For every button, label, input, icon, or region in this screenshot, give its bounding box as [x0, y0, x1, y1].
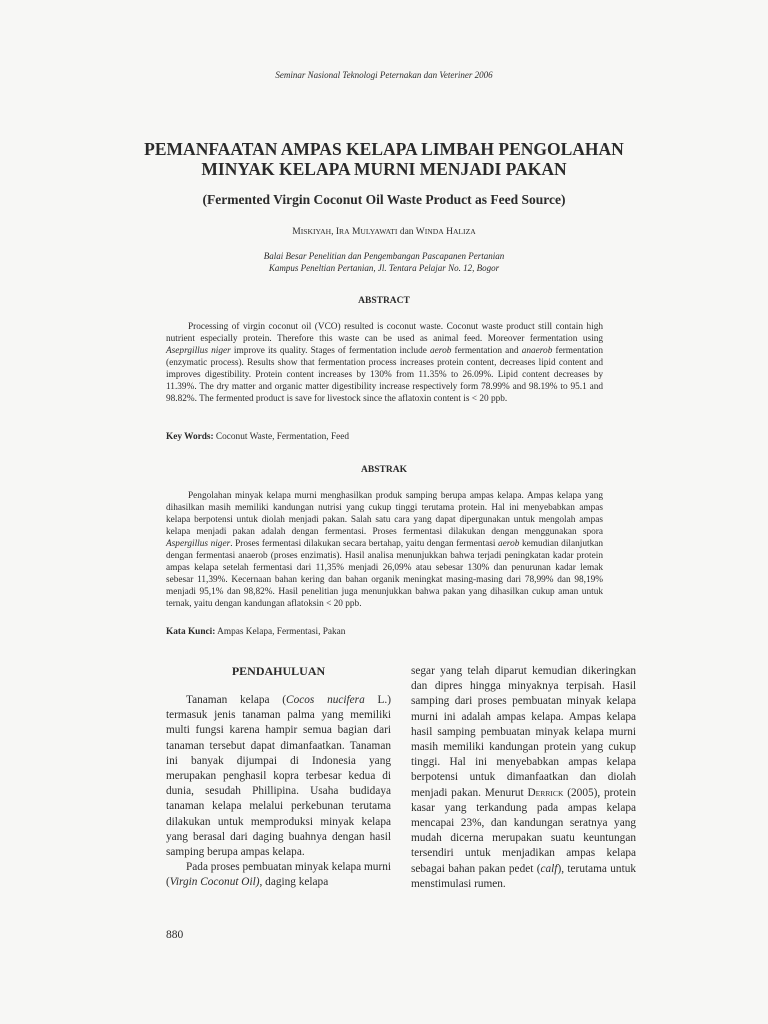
key-words: Key Words: Coconut Waste, Fermentation, Feed	[166, 432, 350, 442]
title-line-1: PEMANFAATAN AMPAS KELAPA LIMBAH PENGOLAHAN	[144, 139, 624, 159]
intro-paragraph-continued: segar yang telah diparut kemudian dikeringkan dan dipres hingga minyaknya terpisah. Hasil samping dari proses pembuatan minyak kelapa murni ini adalah ampas kelapa. Ampas kelapa hasil samping pembuatan minyak kelapa murni masih memiliki kandungan protein yang cukup tinggi. Hal ini menyebabkan ampas kelapa berpotensi untuk dimanfaatkan dan diolah menjadi pakan. Menurut DERRICK (2005), protein kasar yang terkandung pada ampas kelapa mencapai 23%, dan kandungan seratnya yang mudah dicerna merupakan suatu keuntungan tersendiri untuk menjadikan ampas kelapa sebagai bahan pakan pedet (calf), terutama untuk menstimulasi rumen.	[411, 665, 637, 890]
left-column	[166, 693, 391, 891]
page-number: 880	[166, 929, 184, 941]
paper-title	[100, 139, 668, 179]
abstrak-body: Pengolahan minyak kelapa murni menghasilkan produk samping berupa ampas kelapa. Ampas kelapa yang dihasilkan masih memiliki kandungan nutrisi yang cukup tinggi terutama protein. Hal ini menyebabkan ampas kelapa berpotensi untuk diolah menjadi pakan. Salah satu cara yang dapat dipergunakan untuk mengolah ampas kelapa menjadi pakan adalah dengan fermentasi. Proses fermentasi dilakukan dengan menggunakan spora Aspergillus niger. Proses fermentasi dilakukan secara bertahap, yaitu dengan fermentasi aerob kemudian dilanjutkan dengan fermentasi anaerob (proses enzimatis). Hasil analisa menunjukkan bahwa terjadi peningkatan kadar protein ampas kelapa setelah fermentasi dari 11,35% menjadi 26,09% atau sebesar 130% dan penurunan kadar lemak sebesar 11,39%. Kecernaan bahan kering dan bahan organik meningkat masing-masing dari 78,99% dan 98,19% menjadi 95,1% dan 98,82%. Hasil penelitian juga menunjukkan bahwa pakan yang dihasilkan cukup aman untuk ternak, yaitu dengan kandungan aflatoksin < 20 ppb.	[166, 491, 603, 609]
affiliation	[0, 250, 768, 274]
affiliation-line-2: Kampus Peneltian Pertanian, Jl. Tentara Pelajar No. 12, Bogor	[268, 263, 500, 273]
title-line-2: MINYAK KELAPA MURNI MENJADI PAKAN	[201, 159, 567, 179]
right-column	[411, 664, 636, 892]
abstrak-heading: ABSTRAK	[361, 465, 407, 475]
abstract-body: Processing of virgin coconut oil (VCO) resulted is coconut waste. Coconut waste product still contain high nutrient especially protein. Therefore this waste can be used as animal feed. Moreover fermentation using Aseprgillus niger improve its quality. Stages of fermentation include aerob fermentation and anaerob fermentation (enzymatic process). Results show that fermentation process increases protein content, decreases lipid content and improves digestibility. Protein content increases by 130% from 11.35% to 26.09%. Lipid content decreases by 11.39%. The dry matter and organic matter digestibility increase respectively form 78.99% and 98.19% to 95.1 and 98.82%. The fermented product is save for livestock since the aflatoxin content is < 20 ppb.	[166, 322, 603, 404]
section-heading-pendahuluan: PENDAHULUAN	[231, 664, 326, 678]
abstract-heading: ABSTRACT	[358, 296, 410, 306]
affiliation-line-1: Balai Besar Penelitian dan Pengembangan Pascapanen Pertanian	[263, 251, 505, 261]
author-list: MISKIYAH, IRA MULYAWATI dan WINDA HALIZA	[292, 227, 476, 237]
intro-paragraph-1: Tanaman kelapa (Cocos nucifera L.) termasuk jenis tanaman palma yang memiliki multi fungsi karena hampir semua bagian dari tanaman tersebut dapat dimanfaatkan. Tanaman ini banyak dijumpai di Indonesia yang merupakan penghasil kopra terbesar kedua di dunia, sesudah Phillipina. Usaha budidaya tanaman kelapa melalui perkebunan terutama dilakukan untuk memproduksi minyak kelapa yang berasal dari daging buahnya dengan hasil samping berupa ampas kelapa.	[166, 694, 391, 859]
intro-paragraph-2: Pada proses pembuatan minyak kelapa murni (Virgin Coconut Oil), daging kelapa	[166, 861, 391, 889]
kata-kunci: Kata Kunci: Ampas Kelapa, Fermentasi, Pakan	[166, 627, 346, 637]
english-title: (Fermented Virgin Coconut Oil Waste Product as Feed Source)	[202, 192, 566, 207]
running-header: Seminar Nasional Teknologi Peternakan dan Veteriner 2006	[275, 70, 493, 80]
